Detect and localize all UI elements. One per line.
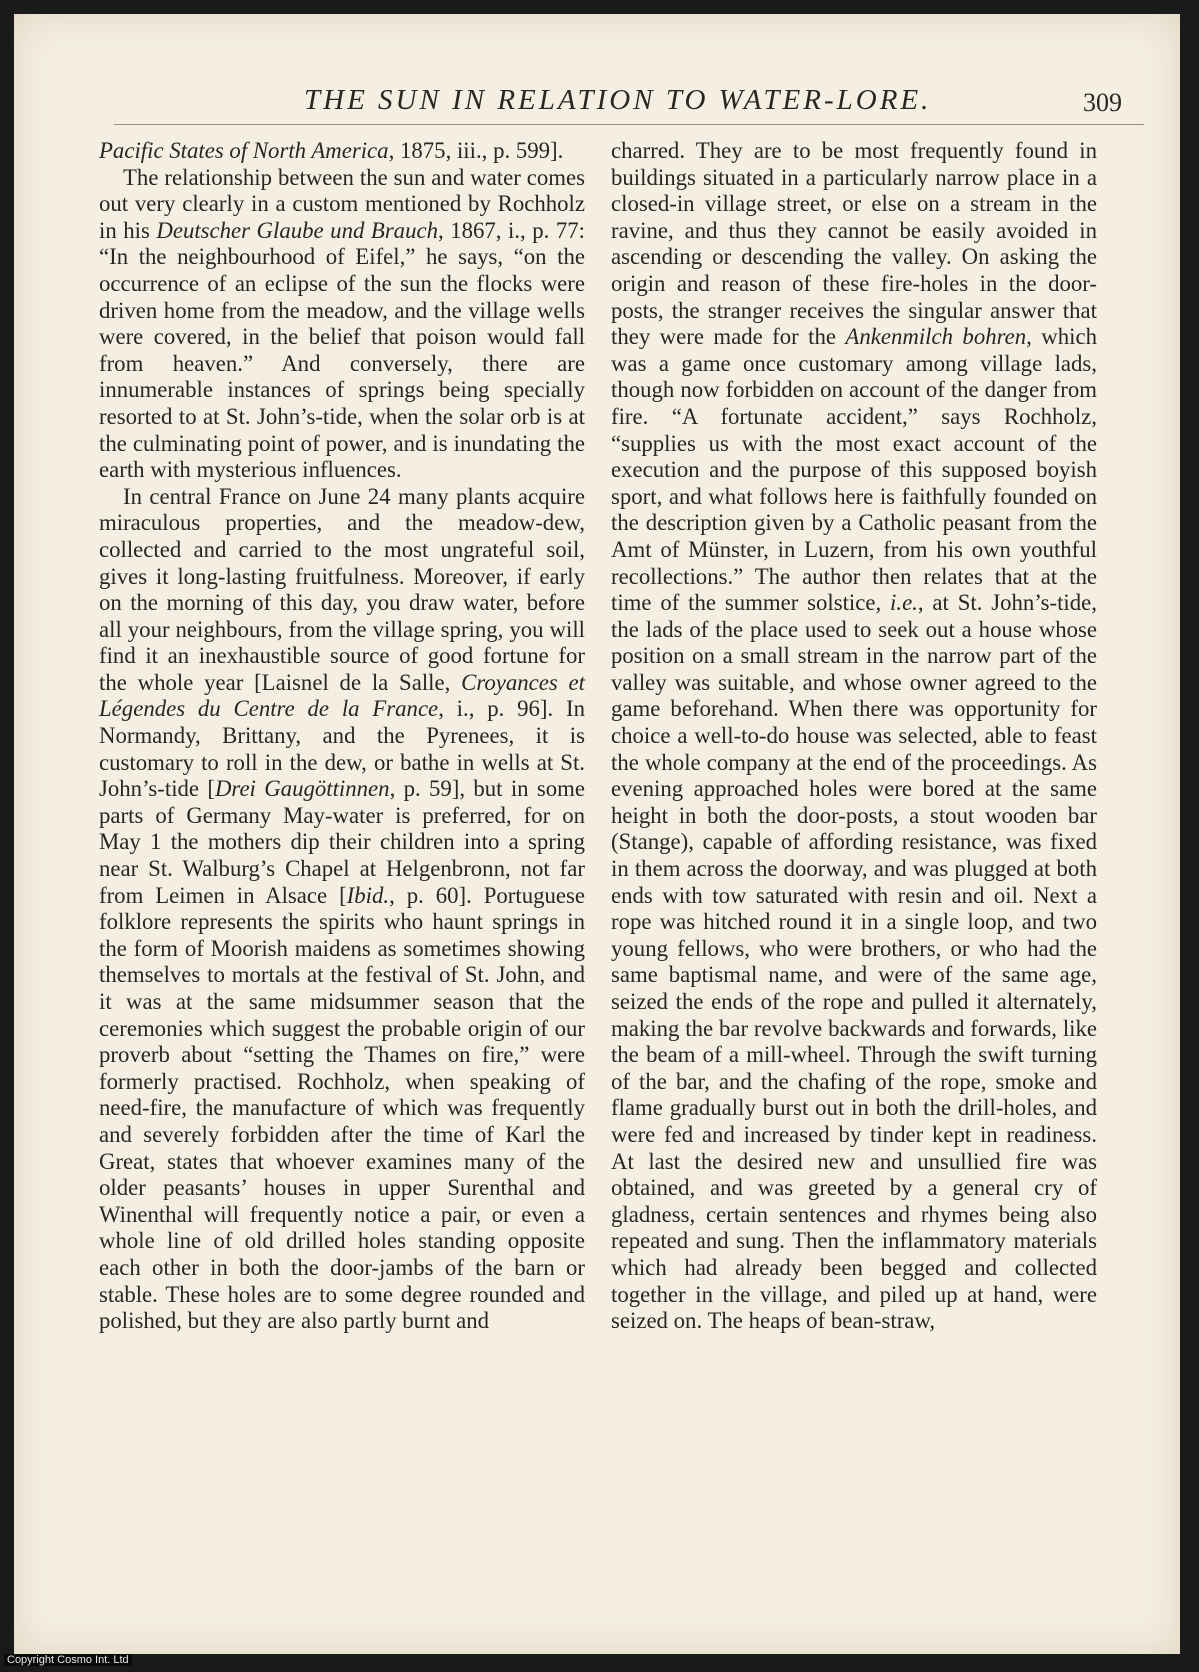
text-run: , which was a game once customary among village lads, though now forbidden on account of the danger from fire. “A fortunate accident,” says Rochholz, “supplies us with the most exact account of the execution and the purpose of this supposed boyish sport, and what follows here is faithfully founded on the description given by a Catholic peasant from the Amt of Münster, in Luzern, from his own youthful recollections.” The author then relates that at the time of the summer solstice, [611, 324, 1097, 616]
copyright-watermark: Copyright Cosmo Int. Ltd [4, 1654, 132, 1666]
text-run: , at St. John’s-tide, the lads of the place used to seek out a house whose position on a small stream in the narrow part of the valley was suitable, and whose owner agreed to the game beforehand. When there was opportunity for choice a well-to-do house was selected, able to feast the whole company at the end of the proceedings. As evening approached holes were bored at the same height in both the door-posts, a stout wooden bar (Stange), capable of affording resistance, was fixed in them across the doorway, and was plugged at both ends with tow saturated with resin and oil. Next a rope was hitched round it in a single loop, and two young fellows, who were brothers, or who had the same baptismal name, and were of the same age, seized the ends of the rope and pulled it alternately, making the bar revolve backwards and forwards, like the beam of a mill-wheel. Through the swift turning of the bar, and the chafing of the rope, smoke and flame gradually burst out in both the drill-holes, and were fed and increased by tinder kept in readiness. At last the desired new and unsullied fire was obtained, and was greeted by a general cry of gladness, certain sentences and rhymes being also repeated and sung. Then the inflammatory materials which had already been begged and collected together in the village, and piled up at hand, were seized on. The heaps of bean-straw, [611, 590, 1097, 1334]
running-title: THE SUN IN RELATION TO WATER-LORE. [304, 84, 932, 116]
text-run: charred. They are to be most frequently found in buildings situated in a particularly narrow place in a closed-in village street, or else on a stream in the ravine, and thus they cannot be easily avoided in ascending or descending the valley. On asking the origin and reason of these fire-holes in the door-posts, the stranger receives the singular answer that they were made for the [611, 138, 1097, 350]
italic-title: Pacific States of North America [99, 138, 389, 163]
text-run: , 1867, i., p. 77: “In the neighbourhood of Eifel,” he says, “on the occurrence of an eclipse of the sun the flocks were driven home from the meadow, and the village wells were covered, in the belief that poison would fall from heaven.” And conversely, there are innumerable instances of springs being specially resorted to at St. John’s-tide, when the solar orb is at the culminating point of power, and is inundating the earth with mysterious influences. [99, 217, 585, 483]
italic-term: Ankenmilch bohren [845, 324, 1027, 350]
italic-title: Ibid. [346, 882, 390, 908]
page-number: 309 [1083, 88, 1122, 117]
book-page [14, 14, 1180, 1654]
text-run: The relationship between the sun and water comes out very clearly in a custom mentioned by Rochholz in his [99, 164, 585, 243]
left-column [99, 138, 585, 1335]
italic-title: Croyances et Légendes du Centre de la France [99, 669, 585, 722]
right-column [611, 138, 1097, 1335]
paragraph [611, 138, 1097, 1335]
running-head [114, 76, 1134, 126]
text-run: In central France on June 24 many plants acquire miraculous properties, and the meadow-dew, collected and carried to the most ungrateful soil, gives it long-lasting fruitfulness. Moreover, if early on the morning of this day, you draw water, before all your neighbours, from the village spring, you will find it an inexhaustible source of good fortune for the whole year [Laisnel de la Salle, [99, 483, 585, 695]
paragraph [99, 484, 585, 1335]
paragraph [99, 138, 585, 165]
italic-title: Drei Gaugöttinnen [214, 776, 390, 802]
italic-title: Deutscher Glaube und Brauch [156, 217, 438, 243]
paragraph [99, 165, 585, 484]
text-run: , p. 59], but in some parts of Germany May-water is preferred, for on May 1 the mothers dip their children into a spring near St. Walburg’s Chapel at Helgenbronn, not far from Leimen in Alsace [ [99, 776, 585, 908]
text-run: , p. 60]. Portuguese folklore represents the spirits who haunt springs in the form of Moorish maidens as sometimes showing themselves to mortals at the festival of St. John, and it was at the same midsummer season that the ceremonies which suggest the probable origin of our proverb about “setting the Thames on fire,” were formerly practised. Rochholz, when speaking of need-fire, the manufacture of which was frequently and severely forbidden after the time of Karl the Great, states that whoever examines many of the older peasants’ houses in upper Surenthal and Winenthal will frequently notice a pair, or even a whole line of old drilled holes standing opposite each other in both the door-jambs of the barn or stable. These holes are to some degree rounded and polished, but they are also partly burnt and [99, 882, 586, 1334]
text-run: , 1875, iii., p. 599]. [388, 138, 564, 163]
text-run: , i., p. 96]. In Normandy, Brittany, and the Pyrenees, it is customary to roll in the dew, or bathe in wells at St. John’s-tide [ [99, 696, 585, 802]
italic-term: i.e. [890, 590, 918, 616]
header-rule [114, 124, 1144, 125]
